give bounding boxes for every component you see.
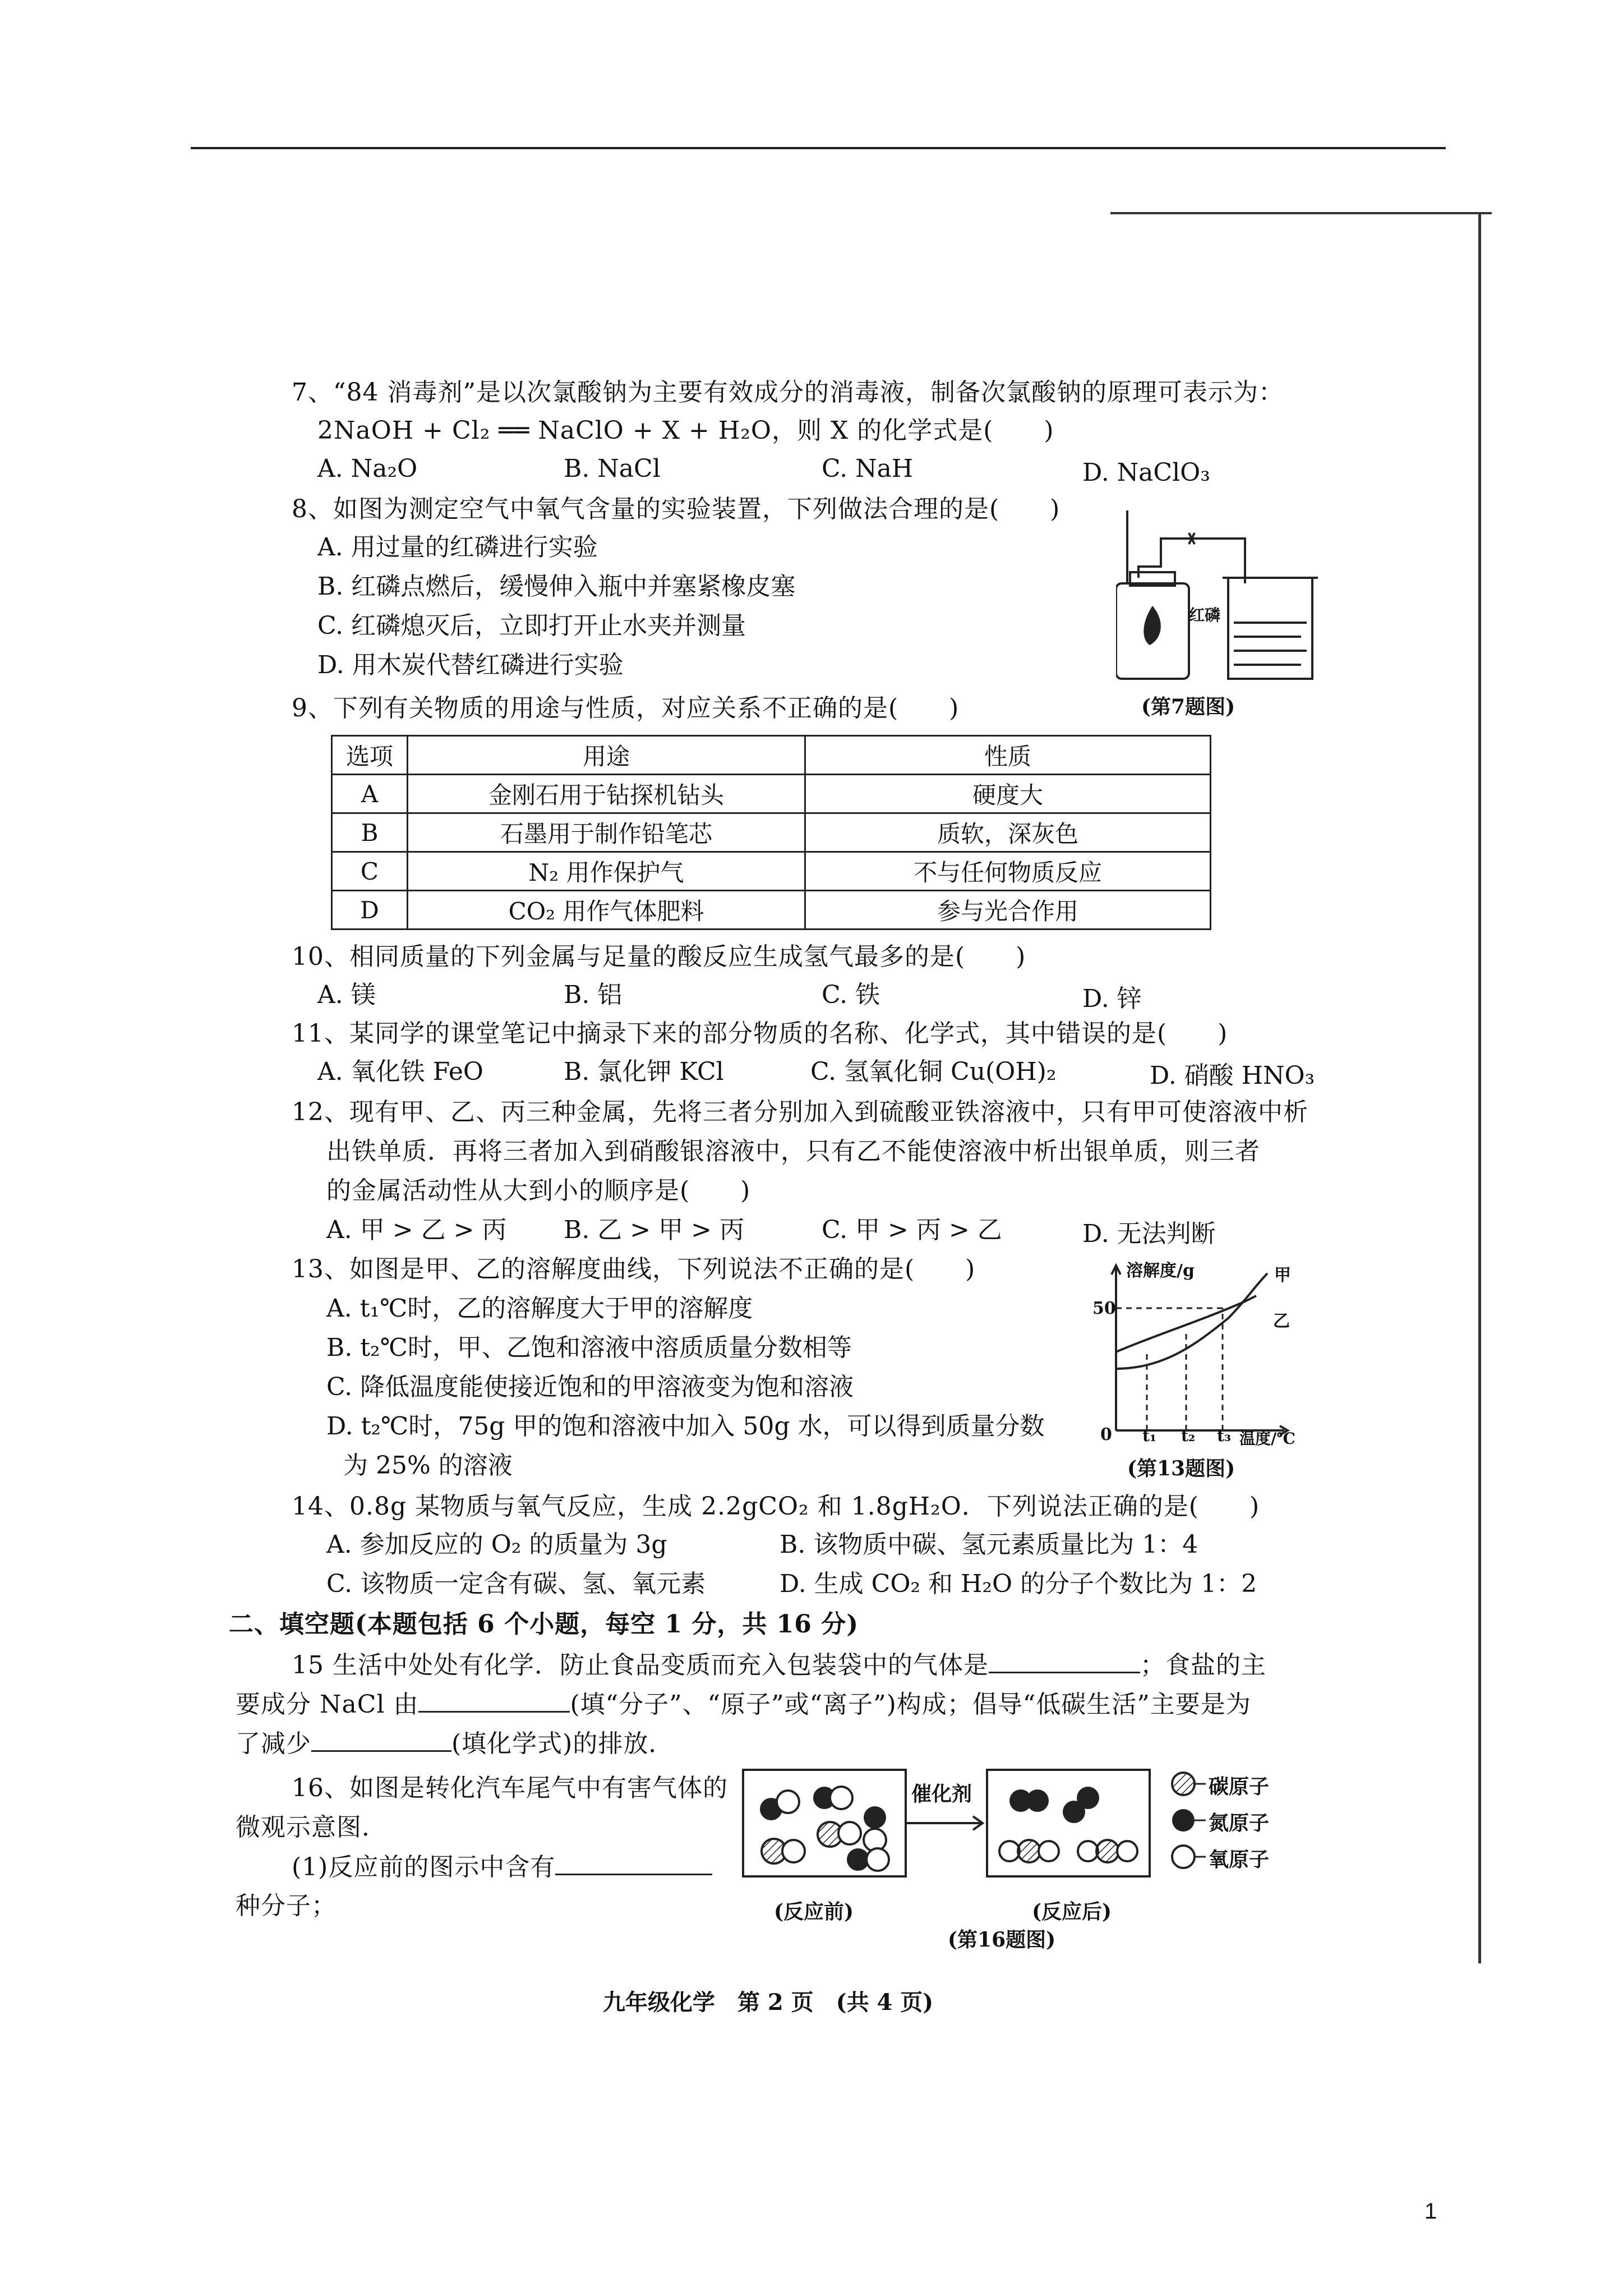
q8-apparatus-figure (1116, 505, 1329, 696)
table-cell: N₂ 用作保护气 (408, 852, 805, 891)
curve-yi (1116, 1296, 1256, 1352)
q13-option-a: A. t₁℃时，乙的溶解度大于甲的溶解度 (326, 1294, 753, 1323)
q9-stem: 9、下列有关物质的用途与性质，对应关系不正确的是( ) (292, 694, 960, 723)
q15-blank-3[interactable] (311, 1728, 451, 1752)
q11-stem: 11、某同学的课堂笔记中摘录下来的部分物质的名称、化学式，其中错误的是( ) (292, 1019, 1228, 1048)
q11-option-a: A. 氧化铁 FeO (317, 1057, 483, 1086)
scan-edge-bar (1478, 213, 1481, 1963)
q13-chart-xlabel: 温度/℃ (1239, 1429, 1295, 1448)
q7-line2: 2NaOH + Cl₂ ══ NaClO + X + H₂O，则 X 的化学式是( ) (317, 416, 1054, 445)
q16-after-caption: (反应后) (1032, 1900, 1112, 1924)
table-header: 用途 (408, 736, 805, 775)
q11-option-b: B. 氯化钾 KCl (564, 1057, 724, 1086)
q15-line3-text-a: 了减少 (236, 1729, 311, 1758)
top-rule (191, 147, 1446, 149)
section-2-heading: 二、填空题(本题包括 6 个小题，每空 1 分，共 16 分) (229, 1610, 859, 1639)
q13-chart-t2: t₂ (1181, 1427, 1196, 1445)
table-cell: B (332, 813, 408, 852)
q11-option-c: C. 氢氧化铜 Cu(OH)₂ (810, 1057, 1057, 1086)
q14-option-d: D. 生成 CO₂ 和 H₂O 的分子个数比为 1：2 (780, 1570, 1257, 1598)
q16-catalyst-label: 催化剂 (911, 1782, 972, 1806)
legend-nitrogen-swatch (1172, 1809, 1195, 1832)
table-cell: 石墨用于制作铅笔芯 (408, 813, 805, 852)
q7-option-b: B. NaCl (564, 454, 661, 483)
q14-option-c: C. 该物质一定含有碳、氢、氧元素 (326, 1570, 706, 1598)
table-row (332, 891, 1211, 930)
table-cell: D (332, 891, 408, 930)
q7-option-d: D. NaClO₃ (1082, 458, 1210, 487)
table-row (332, 775, 1211, 813)
q12-line2: 出铁单质．再将三者加入到硝酸银溶液中，只有乙不能使溶液中析出银单质，则三者 (326, 1137, 1260, 1166)
table-header-row (332, 736, 1211, 775)
q12-option-d: D. 无法判断 (1082, 1220, 1216, 1248)
q15-line3 (236, 1728, 674, 1760)
q8-option-d: D. 用木炭代替红磷进行实验 (317, 651, 624, 679)
q12-option-b: B. 乙 > 甲 > 丙 (564, 1216, 744, 1244)
legend-oxygen-swatch (1172, 1846, 1195, 1868)
table-header: 选项 (332, 736, 408, 775)
q16-line4: 种分子； (236, 1892, 336, 1920)
q7-line1: 7、“84 消毒剂”是以次氯酸钠为主要有效成分的消毒液，制备次氯酸钠的原理可表示为： (292, 378, 1284, 407)
q15-line2-text-a: 要成分 NaCl 由 (236, 1690, 419, 1719)
q13-option-b: B. t₂℃时，甲、乙饱和溶液中溶质质量分数相等 (326, 1333, 852, 1362)
q8-option-a: A. 用过量的红磷进行实验 (317, 533, 598, 562)
q8-figure-label: 红磷 (1189, 606, 1221, 624)
table-row (332, 852, 1211, 891)
q14-stem: 14、0.8g 某物质与氧气反应，生成 2.2gCO₂ 和 1.8gH₂O．下列说法正确的是( ) (292, 1492, 1260, 1521)
q12-option-a: A. 甲 > 乙 > 丙 (326, 1216, 507, 1244)
table-cell: 不与任何物质反应 (805, 852, 1211, 891)
q15-line1 (292, 1649, 1266, 1681)
q13-chart-caption: (第13题图) (1127, 1457, 1235, 1480)
q8-option-b: B. 红磷点燃后，缓慢伸入瓶中并塞紧橡皮塞 (317, 572, 796, 601)
q15-line1-text-b: ；食盐的主 (1140, 1651, 1266, 1680)
q16-line2: 微观示意图． (236, 1813, 387, 1842)
q10-option-d: D. 锌 (1082, 984, 1142, 1013)
q15-line2-text-b: (填“分子”、“原子”或“离子”)构成；倡导“低碳生活”主要是为 (570, 1690, 1251, 1719)
q16-before-caption: (反应前) (774, 1900, 854, 1924)
table-cell: 硬度大 (805, 775, 1211, 813)
q14-option-a: A. 参加反应的 O₂ 的质量为 3g (326, 1530, 667, 1559)
q15-blank-2[interactable] (418, 1688, 570, 1713)
q13-chart-t3: t₃ (1217, 1427, 1232, 1445)
q16-line3 (292, 1851, 712, 1883)
q12-line1: 12、现有甲、乙、丙三种金属，先将三者分别加入到硫酸亚铁溶液中，只有甲可使溶液中析 (292, 1098, 1308, 1126)
q9-table (331, 735, 1211, 930)
q16-legend-carbon: 碳原子 (1209, 1775, 1270, 1798)
q16-line3-text: (1)反应前的图示中含有 (292, 1853, 556, 1881)
table-cell: 参与光合作用 (805, 891, 1211, 930)
q12-option-c: C. 甲 > 丙 > 乙 (822, 1216, 1002, 1244)
table-header: 性质 (805, 736, 1211, 775)
page-number: 1 (1424, 2199, 1437, 2224)
q15-line3-text-b: (填化学式)的排放． (451, 1729, 674, 1758)
q16-line1: 16、如图是转化汽车尾气中有害气体的 (292, 1774, 728, 1802)
table-cell: 金刚石用于钻探机钻头 (408, 775, 805, 813)
q10-option-a: A. 镁 (317, 981, 376, 1009)
q13-option-c: C. 降低温度能使接近饱和的甲溶液变为饱和溶液 (326, 1373, 854, 1401)
q13-solubility-chart (1099, 1262, 1301, 1447)
q13-stem: 13、如图是甲、乙的溶解度曲线，下列说法不正确的是( ) (292, 1255, 976, 1283)
legend-carbon-swatch (1172, 1773, 1195, 1795)
table-cell: C (332, 852, 408, 891)
table-cell: CO₂ 用作气体肥料 (408, 891, 805, 930)
q13-option-d-line1: D. t₂℃时，75g 甲的饱和溶液中加入 50g 水，可以得到质量分数 (326, 1412, 1045, 1441)
table-row (332, 813, 1211, 852)
q16-legend-oxygen: 氧原子 (1209, 1848, 1270, 1871)
q11-option-d: D. 硝酸 HNO₃ (1150, 1061, 1315, 1090)
q10-option-b: B. 铝 (564, 981, 623, 1009)
q15-line1-text-a: 15 生活中处处有化学．防止食品变质而充入包装袋中的气体是 (292, 1651, 989, 1680)
q16-figure-caption: (第16题图) (948, 1928, 1056, 1952)
q13-option-d-line2: 为 25% 的溶液 (343, 1451, 513, 1480)
q8-figure-caption: (第7题图) (1141, 695, 1235, 719)
q16-blank-1[interactable] (555, 1851, 712, 1875)
q13-chart-jia-label: 甲 (1274, 1266, 1291, 1285)
q13-chart-ylabel: 溶解度/g (1126, 1261, 1195, 1281)
table-cell: A (332, 775, 408, 813)
q14-option-b: B. 该物质中碳、氢元素质量比为 1：4 (780, 1530, 1198, 1559)
q13-chart-origin: 0 (1100, 1425, 1112, 1444)
q12-line3: 的金属活动性从大到小的顺序是( ) (326, 1176, 751, 1205)
q7-option-a: A. Na₂O (317, 454, 418, 483)
q13-chart-t1: t₁ (1142, 1427, 1157, 1445)
curve-jia (1116, 1273, 1267, 1369)
q10-option-c: C. 铁 (822, 981, 880, 1009)
q7-option-c: C. NaH (822, 454, 914, 483)
q16-legend-nitrogen: 氮原子 (1209, 1811, 1270, 1835)
q15-line2 (236, 1688, 1251, 1720)
scan-edge-rule (1110, 212, 1492, 214)
q15-blank-1[interactable] (989, 1649, 1140, 1673)
table-cell: 质软，深灰色 (805, 813, 1211, 852)
q13-chart-yi-label: 乙 (1273, 1312, 1290, 1331)
q10-stem: 10、相同质量的下列金属与足量的酸反应生成氢气最多的是( ) (292, 942, 1026, 971)
q13-chart-y50: 50 (1092, 1299, 1116, 1318)
page-footer: 九年级化学 第 2 页 (共 4 页) (603, 1989, 934, 2016)
q8-option-c: C. 红磷熄灭后，立即打开止水夹并测量 (317, 611, 746, 640)
q8-stem: 8、如图为测定空气中氧气含量的实验装置，下列做法合理的是( ) (292, 495, 1061, 523)
